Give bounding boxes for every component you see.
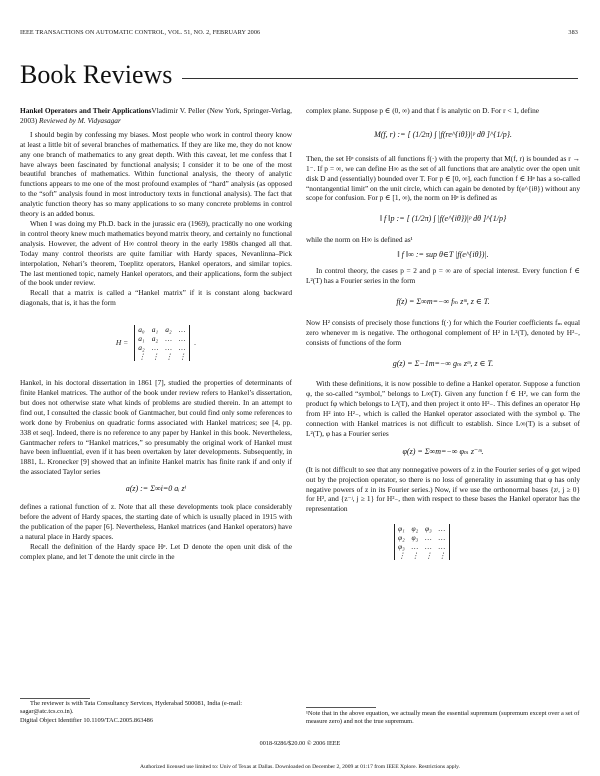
doi: Digital Object Identifier 10.1109/TAC.2005.863486 xyxy=(20,716,154,724)
operator-matrix-row xyxy=(395,542,450,551)
hankel-matrix-cell: … xyxy=(165,343,172,353)
operator-matrix-row xyxy=(395,533,450,542)
operator-matrix-row xyxy=(395,524,450,533)
hankel-matrix-row xyxy=(135,343,190,352)
hankel-matrix xyxy=(20,308,292,378)
paragraph-3: Recall that a matrix is called a “Hankel matrix” if it is constant along backward diagonals, that is, it has the form xyxy=(20,288,292,308)
review-heading xyxy=(20,106,292,126)
reviewer-line: Reviewed by M. Vidyasagar xyxy=(38,115,121,125)
hankel-matrix-row xyxy=(135,325,190,334)
right-paragraph-3: while the norm on H∞ is defined as¹ xyxy=(306,235,413,245)
operator-matrix-cell: ⋮ xyxy=(438,551,446,561)
hankel-matrix-cell: a₀ xyxy=(138,325,145,335)
running-header: IEEE TRANSACTIONS ON AUTOMATIC CONTROL, VOL. 51, NO. 2, FEBRUARY 2006 xyxy=(20,29,261,36)
footnote-rule-right xyxy=(306,707,376,708)
paragraph-1: I should begin by confessing my biases. Most people who work in control theory know at least a little bit of several branches of mathematics. If they are like me, they do not know any one branch of mathematics to any great depth. With this caveat, let me confess that I have always been fascinated by functional analysis; I consider it to be one of the most beautiful branches of mathematics. Within functional analysis, the theory of analytic functions appears to me one of the most profound examples of “hard” analysis (as opposed to the “soft” analysis found in most introductory texts in functional analysis). The fact that analytic function theory has so many applications to so many concrete problems in control theory is an added bonus. xyxy=(20,129,292,219)
equation-M: M(f, r) := [ (1/2π) ∫ |f(re^{iθ})|ᵖ dθ ]^{1/p}. xyxy=(374,129,512,139)
hankel-matrix-cell: a₁ xyxy=(138,334,145,344)
section-title: Book Reviews xyxy=(20,60,173,89)
matrix-period: . xyxy=(194,338,197,348)
operator-matrix-cell: … xyxy=(425,542,432,552)
hankel-operator-matrix xyxy=(306,514,580,570)
equation-fourier: f(z) = Σ∞m=−∞ fₘ zᵐ, z ∈ T. xyxy=(396,296,490,306)
operator-matrix-cell: … xyxy=(411,542,419,552)
hankel-matrix-cell: ⋮ xyxy=(165,352,173,362)
right-paragraph-2: Then, the set Hᵖ consists of all functions f(·) with the property that M(f, r) is bounded as r → 1⁻. If p = ∞, we can define H∞ as the set of all functions that are analytic over the open unit disk D and (essentially) bounded over T. For p ∈ [0, ∞], each function f ∈ Hᵖ has a so-called “nontangential limit” on the unit circle, which can again be denoted by f(e^{iθ}) without any scope for confusion. For p ∈ [1, ∞), the norm on Hᵖ is defined as xyxy=(306,153,580,203)
paragraph-4: Hankel, in his doctoral dissertation in 1861 [7], studied the properties of determinants of finite Hankel matrices. The author of the book under review refers to Hankel’s dissertation, but does not otherwise state what kinds of problems are studied therein. In an attempt to find out, I consulted the classic book of Gantmacher, but could find only some references to work done by Frobenius on quadratic forms associated with Hankel matrices; see [4, pp. 338 et seq]. Indeed, there is no reference to any paper by Hankel in this book. Nevertheless, Gantmacher refers to “Hankel matrices,” so presumably the original work of Hankel must have been influential, even if it has been overtaken by later developments. Subsequently, in 1881, L. Kronecker [9] showed that an infinite Hankel matrix has finite rank if and only if the associated Taylor series xyxy=(20,378,292,477)
reviewer-affiliation: The reviewer is with Tata Consultancy Services, Hyderabad 500081, India (e-mail: sagar@atc.tcs.co.in). xyxy=(20,700,243,716)
operator-matrix-cell: … xyxy=(438,542,446,552)
matrix-label: H = xyxy=(115,338,129,348)
hankel-matrix-cell: … xyxy=(178,325,186,335)
operator-matrix-cell: φ₃ xyxy=(425,524,432,534)
operator-matrix-cell: φ₃ xyxy=(411,533,419,543)
footnote-rule-left xyxy=(20,698,90,699)
equation-norm: ‖ f ‖p := [ (1/2π) ∫ |f(e^{iθ})|ᵖ dθ ]^{1/p} xyxy=(379,214,507,224)
page-number: 383 xyxy=(568,29,578,36)
hankel-matrix-cell: ⋮ xyxy=(178,352,187,362)
equation-phi: φ(z) = Σ∞m=−∞ φₘ z⁻ᵐ. xyxy=(402,446,484,456)
license-line: Authorized licensed use limited to: Univ of Texas at Dallas. Downloaded on December 2, 2009 at 01:17 from IEEE Xplore. Restrictions apply. xyxy=(140,764,460,770)
right-paragraph-1: complex plane. Suppose p ∈ (0, ∞) and that f is analytic on D. For r < 1, define xyxy=(306,106,540,115)
copyright-line: 0018-9286/$20.00 © 2006 IEEE xyxy=(259,740,341,747)
operator-matrix-cell: φ₂ xyxy=(411,524,419,534)
hankel-matrix-row xyxy=(135,352,190,361)
left-footnote xyxy=(20,700,292,725)
book-title: Hankel Operators and Their Applications xyxy=(20,106,152,115)
hankel-matrix-cell: a₂ xyxy=(138,343,145,353)
paragraph-5: defines a rational function of z. Note that all these developments took place considerably before the advent of Hardy spaces, the starting date of which is usually placed in 1915 with the publication of the paper [6]. Nevertheless, Hankel matrices (and Hankel operators) have a natural place in Hardy spaces. xyxy=(20,502,292,541)
operator-matrix-cell: … xyxy=(438,524,446,534)
hankel-matrix-cell: a₂ xyxy=(151,334,159,344)
operator-matrix-cell: … xyxy=(438,533,446,543)
operator-matrix-cell: … xyxy=(425,533,432,543)
equation-taylor: a(z) := Σ∞i=0 aᵢ zⁱ xyxy=(125,484,187,494)
right-footnote: ¹Note that in the above equation, we actually mean the essential supremum (supremum except over a set of measure zero) and not the true supremum. xyxy=(306,710,580,726)
title-rule xyxy=(182,78,578,79)
right-column xyxy=(306,106,580,570)
equation-g: g(z) = Σ−1m=−∞ gₘ zᵐ, z ∈ T. xyxy=(392,358,494,368)
hankel-matrix-cell: a₁ xyxy=(151,325,159,335)
operator-matrix-cell: ⋮ xyxy=(425,551,433,561)
right-paragraph-6: With these definitions, it is now possible to define a Hankel operator. Suppose a function φ, the so-called “symbol,” belongs to L∞(T). Given any function f ∈ H², we can form the product fφ which belongs to L²(T), and then project it onto H²₋. This defines an operator Hφ from H² into H²₋, which is called the Hankel operator associated with the symbol φ. The connection with Hankel matrices is not difficult to establish. Since L∞(T) is a subset of L²(T), φ has a Fourier series xyxy=(306,379,580,438)
operator-matrix-cell: ⋮ xyxy=(411,551,419,561)
operator-matrix-cell: φ₃ xyxy=(398,542,405,552)
operator-matrix-row xyxy=(395,551,450,560)
paragraph-6: Recall the definition of the Hardy space Hᵖ. Let D denote the open unit disk of the complex plane, and let T denote the unit circle in the xyxy=(20,541,292,561)
operator-matrix-table xyxy=(394,524,450,560)
operator-matrix-cell: φ₂ xyxy=(398,533,405,543)
hankel-matrix-cell: … xyxy=(165,334,172,344)
paragraph-2: When I was doing my Ph.D. back in the jurassic era (1969), practically no one working in control theory knew much mathematics beyond matrix theory, and certainly no functional analysis. However, the advent of H∞ control theory in the early 1980s changed all that. Today many control theorists are quite familiar with Hardy spaces, Nevanlinna–Pick interpolation, Nehari’s theorem, Toeplitz operators, Hankel operators, and similar topics. The last mentioned topic, namely Hankel operators, and their applications, form the subject of the book under review. xyxy=(20,218,292,288)
hankel-matrix-row xyxy=(135,334,190,343)
right-paragraph-5: Now H² consists of precisely those functions f(·) for which the Fourier coefficients fₘ equal zero whenever m is negative. The orthogonal complement of H² in L²(T), denoted by H²₋, consists of functions of the form xyxy=(306,317,580,347)
right-paragraph-4: In control theory, the cases p = 2 and p = ∞ are of special interest. Every function f ∈ L²(T) has a Fourier series in the form xyxy=(306,266,580,285)
book-info: Vladimir V. Peller (New York, Springer-Verlag, 2003) xyxy=(20,106,292,125)
operator-matrix-cell: φ₁ xyxy=(398,524,405,534)
hankel-matrix-cell: … xyxy=(178,334,186,344)
equation-sup: ‖ f ‖∞ := sup θ∈T |f(e^{iθ})|. xyxy=(397,250,489,260)
operator-matrix-cell: ⋮ xyxy=(398,551,406,561)
matrix-table xyxy=(134,325,190,361)
right-paragraph-7: (It is not difficult to see that any nonnegative powers of z in the Fourier series of φ get wiped out by the projection operator, so there is no loss of generality in assuming that φ has only negative powers of z in its Fourier series.) Now, if we use the orthonormal bases {zʲ, j ≥ 0} for H², and {z⁻ʲ, j ≥ 1} for H²₋, then with respect to these bases the Hankel operator has the representation xyxy=(306,464,580,514)
hankel-matrix-cell: … xyxy=(178,343,186,353)
hankel-matrix-cell: a₂ xyxy=(165,325,172,335)
hankel-matrix-cell: ⋮ xyxy=(151,352,160,362)
left-column xyxy=(20,106,292,562)
hankel-matrix-cell: … xyxy=(151,343,159,353)
hankel-matrix-cell: ⋮ xyxy=(138,352,146,362)
